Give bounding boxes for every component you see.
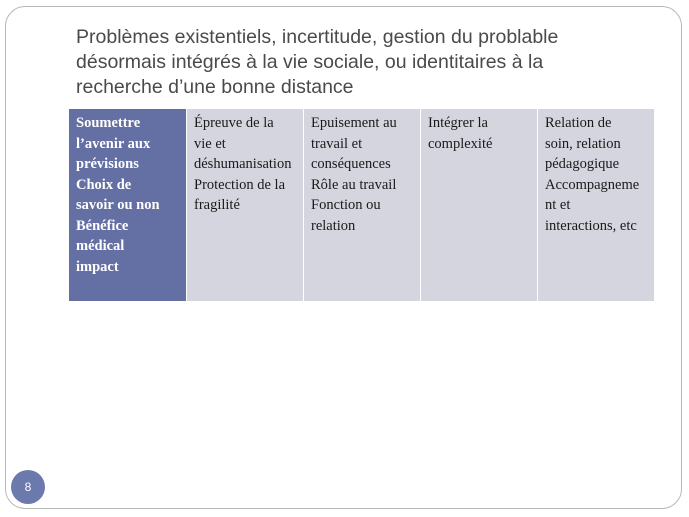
- cell-line: travail et: [311, 135, 363, 152]
- cell-line: complexité: [428, 135, 493, 152]
- page-number: 8: [24, 480, 32, 494]
- cell-line: savoir ou non: [76, 197, 160, 213]
- cell-line: Bénéfice: [76, 217, 129, 234]
- cell-line: impact: [76, 258, 119, 275]
- cell-line: Epuisement au: [311, 115, 397, 131]
- cell-line: Fonction ou: [311, 197, 381, 213]
- cell-line: Épreuve de la: [194, 115, 274, 131]
- table-cell: [186, 109, 303, 301]
- content-table: [69, 109, 654, 301]
- cell-line: médical: [76, 238, 125, 254]
- cell-line: vie et: [194, 135, 226, 152]
- cell-line: conséquences: [311, 156, 391, 172]
- cell-line: Soumettre: [76, 115, 141, 131]
- table-cell-header: [69, 109, 186, 301]
- cell-line: pédagogique: [545, 156, 620, 172]
- table-cell: [303, 109, 420, 301]
- table-cell: [420, 109, 537, 301]
- cell-line: Protection de la: [194, 176, 286, 193]
- cell-line: prévisions: [76, 156, 139, 172]
- cell-line: relation: [311, 217, 356, 234]
- title-line-1: Problèmes existentiels, incertitude, gestion du problable: [76, 26, 559, 48]
- title-line-2: désormais intégrés à la vie sociale, ou identitaires à la: [76, 51, 544, 73]
- cell-line: Rôle au travail: [311, 176, 397, 193]
- table-cell: [537, 109, 654, 301]
- cell-line: Intégrer la: [428, 115, 488, 131]
- cell-line: fragilité: [194, 197, 240, 213]
- cell-line: Relation de: [545, 115, 612, 131]
- page-number-badge: [11, 470, 45, 504]
- title-line-3: recherche d’une bonne distance: [76, 76, 354, 98]
- cell-line: l’avenir aux: [76, 135, 151, 152]
- slide-title: [76, 25, 666, 100]
- cell-line: nt et: [545, 197, 571, 213]
- cell-line: interactions, etc: [545, 217, 637, 234]
- cell-line: Accompagneme: [545, 176, 640, 193]
- cell-line: Choix de: [76, 176, 132, 193]
- cell-line: déshumanisation: [194, 156, 292, 172]
- cell-line: soin, relation: [545, 135, 621, 152]
